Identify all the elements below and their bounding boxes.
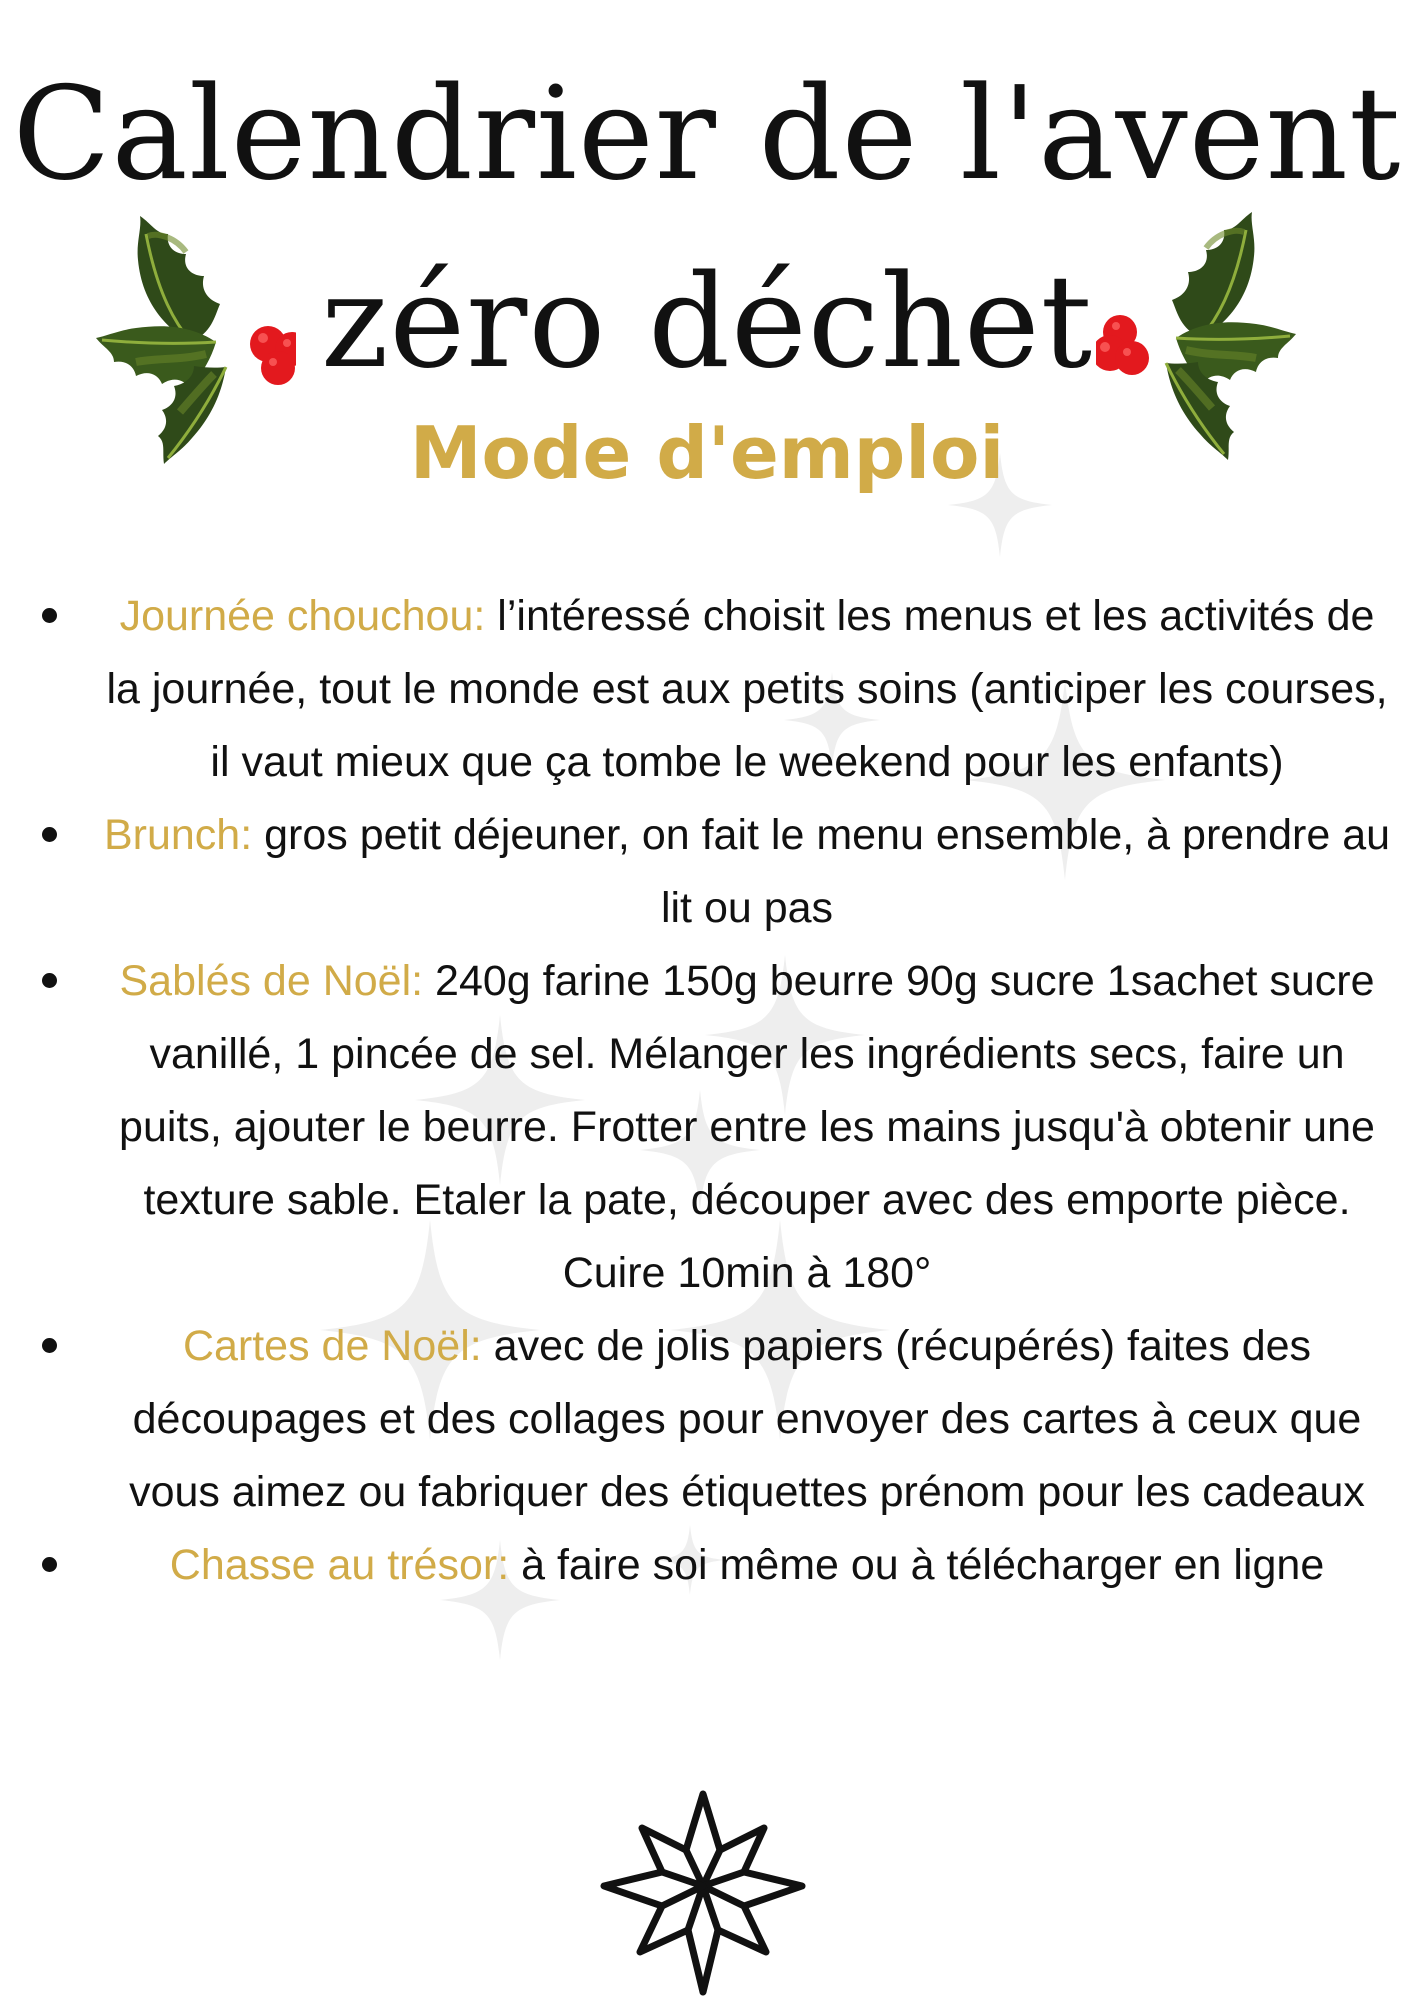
- page-subtitle: Mode d'emploi: [409, 411, 1005, 495]
- holly-icon: [96, 212, 296, 472]
- list-item: [0, 580, 1414, 799]
- item-text: à faire soi même ou à télécharger en ligne: [521, 1541, 1325, 1589]
- bullet-icon: [42, 1557, 57, 1572]
- bullet-icon: [42, 1338, 57, 1353]
- page-title-line-1: Calendrier de l'avent: [12, 60, 1402, 209]
- item-label: Journée chouchou:: [119, 592, 486, 640]
- item-label: Sablés de Noël:: [119, 957, 424, 1005]
- list-item: [0, 799, 1414, 945]
- holly-icon: [1096, 208, 1296, 468]
- item-text: 240g farine 150g beurre 90g sucre 1sachet sucre vanillé, 1 pincée de sel. Mélanger les ingrédients secs, faire un puits, ajouter le beurre. Frotter entre les mains jusqu'à obtenir une texture sable. Etaler la pate, découper avec des emporte pièce. Cuire 10min à 180°: [119, 957, 1375, 1297]
- compass-star-icon: [596, 1786, 810, 2000]
- bullet-icon: [42, 608, 57, 623]
- item-text: avec de jolis papiers (récupérés) faites des découpages et des collages pour envoyer des cartes à ceux que vous aimez ou fabriquer des étiquettes prénom pour les cadeaux: [129, 1322, 1365, 1516]
- list-item: [0, 1529, 1414, 1602]
- list-item: [0, 1310, 1414, 1529]
- list-item: [0, 945, 1414, 1310]
- bullet-icon: [42, 973, 57, 988]
- item-label: Brunch:: [103, 811, 253, 859]
- item-label: Chasse au trésor:: [169, 1541, 510, 1589]
- bullet-icon: [42, 827, 57, 842]
- item-text: gros petit déjeuner, on fait le menu ensemble, à prendre au lit ou pas: [264, 811, 1391, 932]
- item-text: l’intéressé choisit les menus et les activités de la journée, tout le monde est aux petits soins (anticiper les courses, il vaut mieux que ça tombe le weekend pour les enfants): [106, 592, 1388, 786]
- instructions-list: [0, 580, 1414, 1602]
- item-label: Cartes de Noël:: [182, 1322, 482, 1370]
- page-title-line-2: zéro déchet: [320, 248, 1094, 397]
